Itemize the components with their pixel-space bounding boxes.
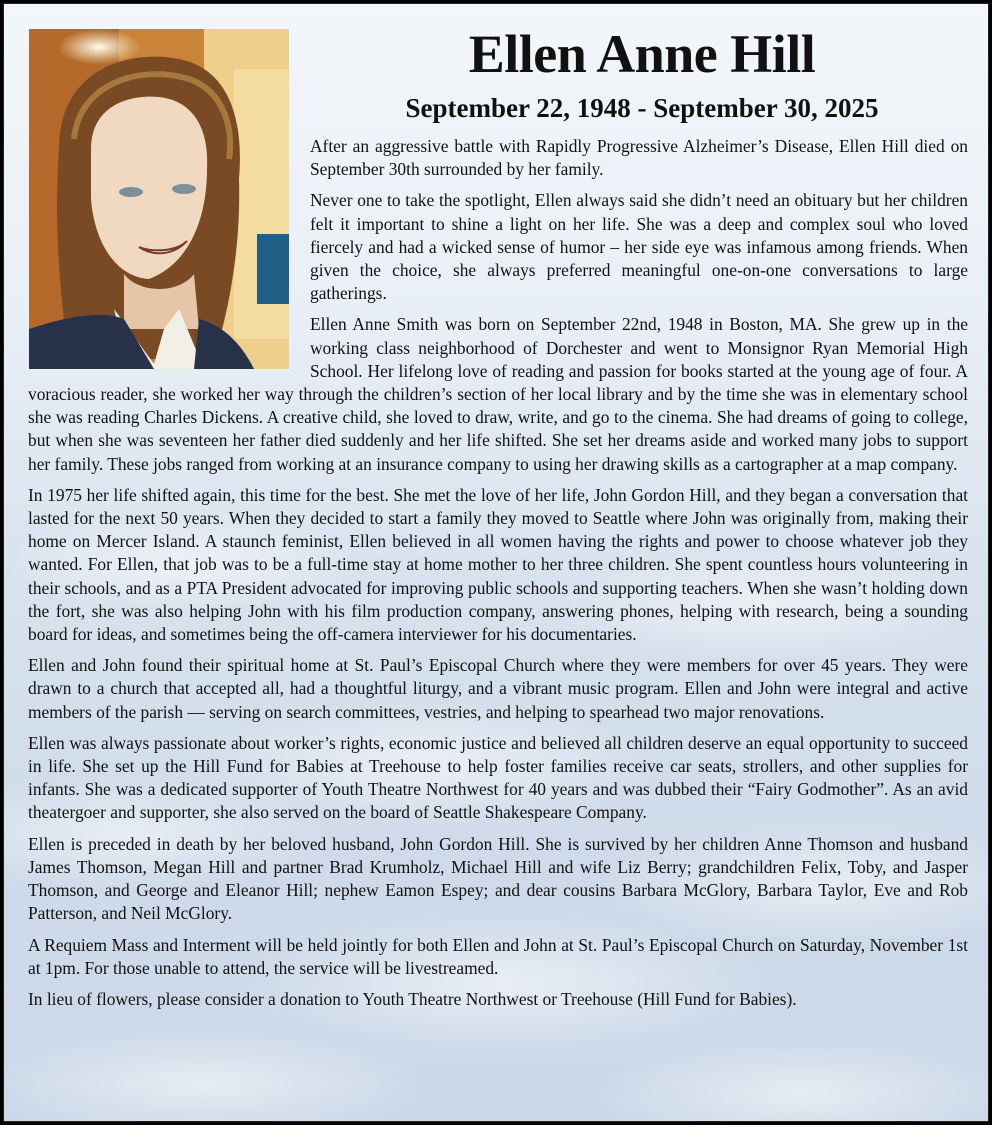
- paragraph-service: A Requiem Mass and Interment will be held jointly for both Ellen and John at St. Paul’s Episcopal Church on Saturday, November 1st at 1pm. For those unable to attend, the service will be livestreamed.: [28, 934, 968, 978]
- obituary-page: [3, 3, 989, 1122]
- obituary-body: [28, 135, 968, 1019]
- paragraph-marriage: In 1975 her life shifted again, this time for the best. She met the love of her life, John Gordon Hill, and they began a conversation that lasted for the next 50 years. When they decided to start a family they moved to Seattle where John was originally from, making their home on Mercer Island. A staunch feminist, Ellen believed in all women having the rights and power to choose whatever job they wanted. For Ellen, that job was to be a full-time stay at home mother to her three children. She spent countless hours volunteering in their schools, and as a PTA President advocated for improving public schools and supporting teachers. When she wasn’t holding down the fort, she was also helping John with his film production company, answering phones, helping with research, being a sounding board for ideas, and sometimes being the off-camera interviewer for his documentaries.: [28, 484, 968, 645]
- paragraph-early-life: Ellen Anne Smith was born on September 22nd, 1948 in Boston, MA. She grew up in the working class neighborhood of Dorchester and went to Monsignor Ryan Memorial High School. Her lifelong love of reading and passion for books started at the young age of four. A voracious reader, she worked her way through the children’s section of her local library and by the time she was in elementary school she was reading Charles Dickens. A creative child, she loved to draw, write, and go to the cinema. She had dreams of going to college, but when she was seventeen her father died suddenly and her life shifted. She set her dreams aside and worked many jobs to support her family. These jobs ranged from working at an insurance company to using her drawing skills as a cartographer at a map company.: [28, 314, 968, 474]
- paragraph-survivors: Ellen is preceded in death by her beloved husband, John Gordon Hill. She is survived by her children Anne Thomson and husband James Thomson, Megan Hill and partner Brad Krumholz, Michael Hill and wife Liz Berry; grandchildren Felix, Toby, and Jasper Thomson, and George and Eleanor Hill; nephew Eamon Espey; and dear cousins Barbara McGlory, Barbara Taylor, Eve and Rob Patterson, and Neil McGlory.: [28, 833, 968, 924]
- paragraph-donations: In lieu of flowers, please consider a donation to Youth Theatre Northwest or Treehouse (Hill Fund for Babies).: [28, 988, 797, 1009]
- obituary-dates: September 22, 1948 - September 30, 2025: [405, 93, 879, 123]
- obituary-name: Ellen Anne Hill: [468, 24, 816, 84]
- photo-wrap-spacer: [28, 135, 310, 365]
- paragraph-church: Ellen and John found their spiritual home at St. Paul’s Episcopal Church where they were members for over 45 years. They were drawn to a church that accepted all, had a thoughtful liturgy, and a vibrant music program. Ellen and John were integral and active members of the parish — serving on search committees, vestries, and helping to spearhead two major renovations.: [28, 655, 968, 722]
- paragraph-intro: After an aggressive battle with Rapidly Progressive Alzheimer’s Disease, Ellen Hill died on September 30th surrounded by her family.: [310, 136, 968, 180]
- paragraph-personality: Never one to take the spotlight, Ellen always said she didn’t need an obituary but her children felt it important to shine a light on her life. She was a deep and complex soul who loved fiercely and had a wicked sense of humor – her side eye was infamous among friends. When given the choice, she always preferred meaningful one-on-one conversations to large gatherings.: [310, 190, 968, 304]
- paragraph-advocacy: Ellen was always passionate about worker’s rights, economic justice and believed all children deserve an equal opportunity to succeed in life. She set up the Hill Fund for Babies at Treehouse to help foster families receive car seats, strollers, and other supplies for infants. She was a dedicated supporter of Youth Theatre Northwest for 40 years and was dubbed their “Fairy Godmother”. As an avid theatergoer and supporter, she also served on the board of Seattle Shakespeare Company.: [28, 732, 968, 823]
